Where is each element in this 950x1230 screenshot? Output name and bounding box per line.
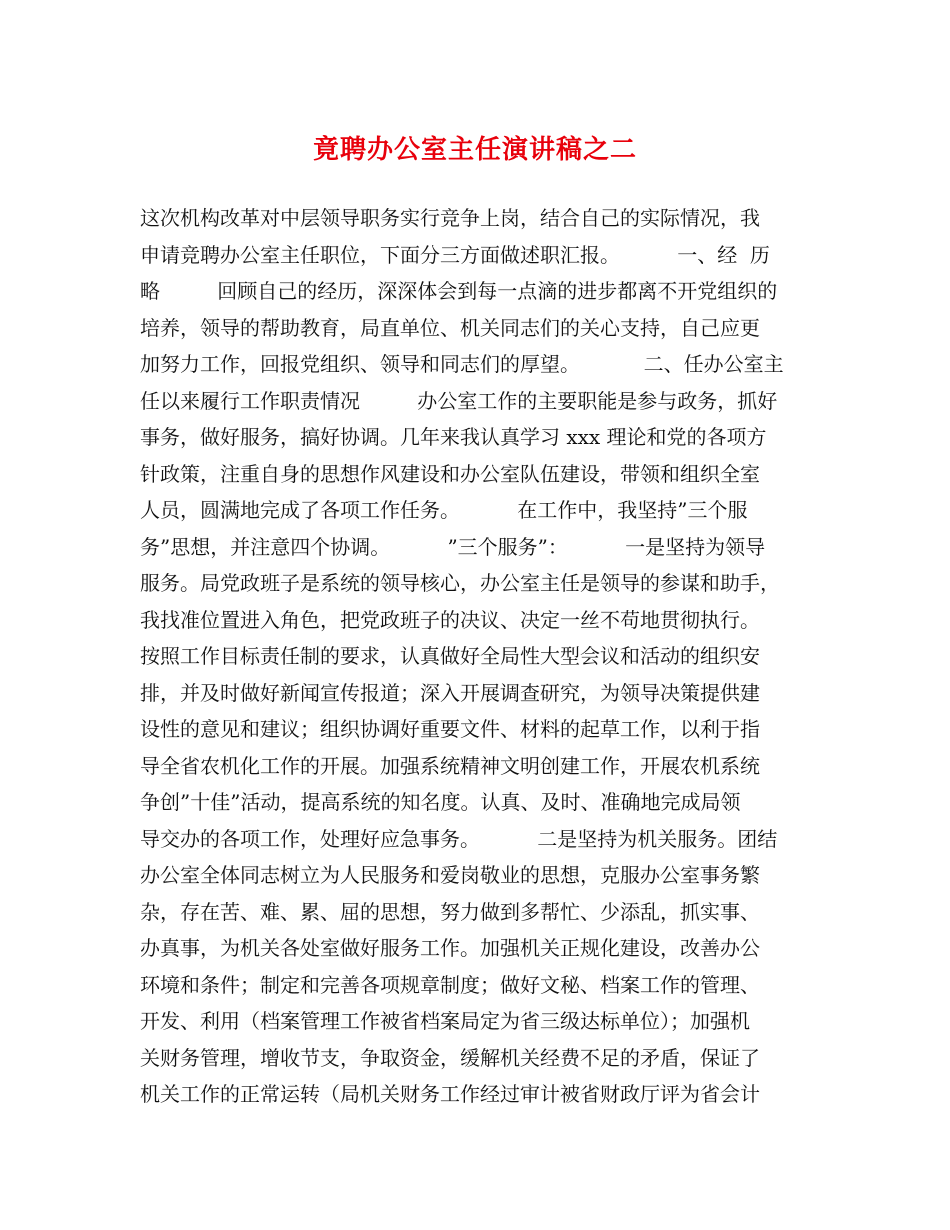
body-text-line: 这次机构改革对中层领导职务实行竞争上岗，结合自己的实际情况，我 [140, 206, 760, 230]
body-text-line: 导交办的各项工作，处理好应急事务。 二是坚持为机关服务。团结 [140, 826, 778, 851]
document-title: 竟聘办公室主任演讲稿之二 [312, 135, 637, 165]
body-text-line: 机关工作的正常运转（局机关财务工作经过审计被省财政厅评为省会计 [140, 1082, 760, 1106]
body-text-line: 办真事，为机关各处室做好服务工作。加强机关正规化建设，改善办公 [140, 936, 760, 960]
body-text-line: 事务，做好服务，搞好协调。几年来我认真学习 xxx 理论和党的各项方 [140, 425, 767, 449]
body-text-line: 申请竞聘办公室主任职位，下面分三方面做述职汇报。 一、经 历 [140, 242, 770, 267]
body-text-line: 针政策，注重自身的思想作风建设和办公室队伍建设，带领和组织全室 [140, 461, 760, 486]
body-text-line: 杂，存在苦、难、累、屈的思想，努力做到多帮忙、少添乱，抓实事、 [140, 899, 760, 924]
body-text-line: 服务。局党政班子是系统的领导核心，办公室主任是领导的参谋和助手， [140, 571, 780, 595]
body-text-line: 开发、利用（档案管理工作被省档案局定为省三级达标单位）；加强机 [140, 1009, 750, 1033]
document-body [140, 200, 820, 1113]
body-text-line: 争创”十佳”活动，提高系统的知名度。认真、及时、准确地完成局领 [140, 790, 741, 814]
body-text-line: 略 回顾自己的经历，深深体会到每一点滴的进步都离不开党组织的 [140, 279, 778, 303]
body-text-line: 办公室全体同志树立为人民服务和爱岗敬业的思想，克服办公室事务繁 [140, 863, 760, 887]
body-text-line: 按照工作目标责任制的要求，认真做好全局性大型会议和活动的组织安 [140, 644, 760, 668]
body-text-line: 导全省农机化工作的开展。加强系统精神文明创建工作，开展农机系统 [140, 753, 760, 778]
body-text-line: 我找准位置进入角色，把党政班子的决议、决定一丝不苟地贯彻执行。 [140, 607, 760, 632]
body-text-line: 加努力工作，回报党组织、领导和同志们的厚望。 二、任办公室主 [140, 352, 784, 376]
body-text-line: 人员，圆满地完成了各项工作任务。 在工作中，我坚持”三个服 [140, 498, 748, 522]
body-text-line: 设性的意见和建议；组织协调好重要文件、材料的起草工作，以利于指 [140, 717, 760, 741]
body-text-line: 环境和条件；制定和完善各项规章制度；做好文秘、档案工作的管理、 [140, 972, 760, 997]
body-text-line: 务”思想，并注意四个协调。 ”三个服务”： 一是坚持为领导 [140, 534, 766, 559]
body-text-line: 关财务管理，增收节支，争取资金，缓解机关经费不足的矛盾，保证了 [140, 1045, 760, 1070]
body-text-line: 排，并及时做好新闻宣传报道；深入开展调查研究，为领导决策提供建 [140, 680, 760, 705]
body-text-line: 培养，领导的帮助教育，局直单位、机关同志们的关心支持，自己应更 [140, 315, 760, 340]
body-text-line: 任以来履行工作职责情况 办公室工作的主要职能是参与政务，抓好 [140, 388, 778, 413]
